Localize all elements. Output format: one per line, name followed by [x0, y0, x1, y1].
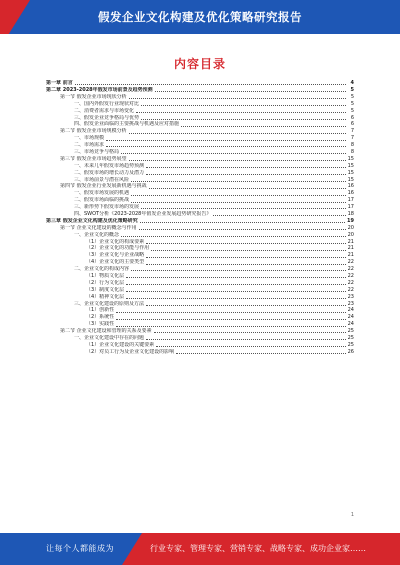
toc-entry-page: 21	[347, 252, 354, 259]
toc-dot-leader	[121, 235, 346, 237]
toc-entry[interactable]	[46, 80, 354, 87]
toc-dot-leader	[131, 180, 346, 182]
toc-entry-text: 二、市场需求	[74, 142, 105, 149]
toc-entry-page: 23	[347, 300, 354, 307]
toc-entry-page: 23	[347, 293, 354, 300]
toc-entry-text: 第一章 前言	[46, 80, 73, 87]
toc-dot-leader	[116, 311, 345, 313]
toc-entry-text: 一、未来几年假发市场趋势预测	[74, 162, 145, 169]
toc-entry-text: 一、企业文化建设中存在的问题	[74, 335, 145, 342]
toc-dot-leader	[155, 90, 346, 92]
toc-entry[interactable]	[46, 238, 354, 245]
toc-entry-text: （1）企业文化的构成要素	[86, 238, 145, 245]
toc-entry-text: 一、市场规模	[74, 135, 105, 142]
toc-entry[interactable]	[46, 245, 354, 252]
toc-entry[interactable]	[46, 108, 354, 115]
toc-entry-text: 三、市场前景与潜在风险	[74, 176, 130, 183]
toc-entry-text: （3）实践性	[86, 321, 115, 328]
toc-entry[interactable]	[46, 328, 354, 335]
toc-entry-page: 15	[347, 162, 354, 169]
toc-dot-leader	[146, 263, 345, 265]
toc-dot-leader	[116, 318, 345, 320]
toc-entry-page: 22	[347, 286, 354, 293]
toc-entry-page: 15	[347, 155, 354, 162]
toc-entry-text: 四、SWOT分析《2023-2028年假发企业发展趋势研究报告》	[74, 211, 212, 218]
toc-entry-text: 三、企业文化建设的原则及方法	[74, 300, 145, 307]
toc-entry-text: 第一节 企业文化建设的概念与作用	[60, 224, 137, 231]
toc-entry-text: 二、假发市场的增长动力及潜力	[74, 169, 145, 176]
toc-entry[interactable]	[46, 128, 354, 135]
toc-dot-leader	[129, 132, 346, 134]
toc-entry-page: 16	[347, 190, 354, 197]
toc-dot-leader	[126, 283, 345, 285]
toc-entry-page: 24	[347, 307, 354, 314]
toc-entry[interactable]	[46, 114, 354, 121]
page-number: 1	[350, 512, 354, 518]
toc-dot-leader	[136, 111, 346, 113]
toc-entry[interactable]	[46, 294, 354, 301]
toc-entry-page: 8	[350, 149, 354, 155]
report-header	[0, 0, 400, 34]
toc-entry[interactable]	[46, 135, 354, 142]
toc-entry[interactable]	[46, 252, 354, 259]
toc-entry-page: 4	[350, 80, 354, 87]
toc-entry-page: 5	[350, 86, 354, 93]
toc-entry-text: 三、市场竞争与格局	[74, 149, 120, 155]
toc-entry-text: 第一节 假发企业市场现状分析	[60, 93, 127, 100]
toc-entry-page: 22	[347, 279, 354, 286]
toc-entry[interactable]	[46, 101, 354, 108]
toc-dot-leader	[140, 221, 345, 223]
toc-entry-text: （4）企业文化的主要类型	[86, 259, 145, 266]
toc-entry[interactable]	[46, 232, 354, 239]
toc-dot-leader	[146, 173, 346, 175]
toc-dot-leader	[141, 104, 346, 106]
toc-entry-text: 三、新形势下假发市场的发展	[74, 204, 140, 211]
toc-entry-page: 20	[347, 224, 354, 231]
toc-entry-page: 21	[347, 245, 354, 252]
toc-entry-page: 24	[347, 321, 354, 328]
toc-entry-page: 22	[347, 259, 354, 266]
toc-entry-page: 24	[347, 314, 354, 321]
toc-entry-text: 一、国内外假发行业现状对比	[74, 100, 140, 107]
toc-entry[interactable]	[46, 156, 354, 163]
toc-dot-leader	[141, 207, 346, 209]
toc-dot-leader	[126, 276, 345, 278]
toc-entry-text: （1）企业文化建设的关键要素	[86, 341, 155, 348]
toc-entry[interactable]	[46, 170, 354, 177]
toc-entry-page: 25	[347, 335, 354, 342]
toc-entry[interactable]	[46, 301, 354, 308]
toc-entry-page: 6	[350, 114, 354, 121]
toc-entry[interactable]	[46, 211, 354, 218]
toc-entry[interactable]	[46, 307, 354, 314]
toc-entry-text: （2）系统性	[86, 314, 115, 321]
toc-entry[interactable]	[46, 94, 354, 101]
toc-entry-page: 20	[347, 231, 354, 238]
toc-entry-page: 15	[347, 169, 354, 176]
toc-entry-page: 25	[347, 328, 354, 335]
toc-entry-text: 二、企业文化的构成内容	[74, 266, 130, 273]
toc-entry[interactable]	[46, 342, 354, 349]
toc-heading: 内容目录	[173, 57, 226, 71]
toc-entry[interactable]	[46, 204, 354, 211]
toc-dot-leader	[176, 352, 345, 354]
toc-entry[interactable]	[46, 335, 354, 342]
toc-entry[interactable]	[46, 273, 354, 280]
toc-entry-page: 8	[350, 142, 354, 149]
toc-entry-text: 一、假发市场发展的机遇	[74, 190, 130, 197]
footer-slogan-left: 让每个人都能成为	[46, 544, 114, 553]
toc-entry-page: 5	[350, 107, 354, 114]
toc-entry-page: 22	[347, 266, 354, 273]
toc-entry-page: 25	[347, 341, 354, 348]
toc-entry-text: 第三章 假发企业文化构建及优化策略研究	[46, 217, 138, 224]
toc-entry[interactable]	[46, 314, 354, 321]
toc-entry[interactable]	[46, 176, 354, 183]
toc-entry-page: 19	[347, 217, 354, 224]
toc-dot-leader	[181, 125, 346, 127]
toc-dot-leader	[146, 256, 345, 258]
toc-dot-leader	[116, 325, 345, 327]
toc-entry-page: 5	[350, 93, 354, 100]
toc-entry[interactable]	[46, 197, 354, 204]
toc-entry-page: 7	[350, 135, 354, 142]
toc-dot-leader	[139, 228, 346, 230]
toc-entry-text: 第二节 企业文化建设和管理的关系及要素	[60, 328, 152, 335]
toc-dot-leader	[213, 214, 345, 216]
toc-dot-leader	[141, 118, 346, 120]
toc-dot-leader	[146, 166, 346, 168]
toc-dot-leader	[106, 145, 346, 147]
toc-entry-text: 第四节 假发企业行业发展新机遇与挑战	[60, 183, 147, 190]
toc-dot-leader	[154, 331, 346, 333]
report-title: 假发企业文化构建及优化策略研究报告	[98, 10, 302, 24]
toc-dot-leader	[149, 187, 346, 189]
toc-entry-text: （3）制度文化层	[86, 286, 125, 293]
toc-dot-leader	[75, 83, 346, 85]
toc-entry-page: 18	[347, 211, 354, 218]
toc-entry-text: 三、假发企业竞争格局与优势	[74, 114, 140, 121]
toc-entry[interactable]	[46, 183, 354, 190]
toc-dot-leader	[151, 249, 345, 251]
toc-entry-text: 一、企业文化的概念	[74, 231, 120, 238]
footer-slogan-right: 行业专家、管理专家、营销专家、战略专家、成功企业家……	[150, 544, 366, 553]
toc-entry[interactable]	[46, 287, 354, 294]
toc-entry[interactable]	[46, 190, 354, 197]
toc-entry-text: 第二章 2023-2028年假发市场前景及趋势预测	[46, 86, 153, 93]
toc-entry-text: （1）创新性	[86, 307, 115, 314]
toc-entry-text: （1）物质文化层	[86, 273, 125, 280]
toc-entry-page: 17	[347, 197, 354, 204]
toc-dot-leader	[106, 139, 346, 141]
toc-entry-page: 17	[347, 204, 354, 211]
toc-entry-text: （2）对员工行为及企业文化建设的影响	[86, 348, 175, 355]
toc-entry-page: 21	[347, 238, 354, 245]
toc-entry[interactable]	[46, 266, 354, 273]
table-of-contents	[46, 80, 354, 356]
toc-entry[interactable]	[46, 259, 354, 266]
toc-entry[interactable]	[46, 321, 354, 328]
toc-entry-page: 15	[347, 176, 354, 183]
toc-entry-page: 22	[347, 273, 354, 280]
toc-entry-text: （2）行为文化层	[86, 279, 125, 286]
toc-entry[interactable]	[46, 163, 354, 170]
toc-entry-text: （3）企业文化与企业战略	[86, 252, 145, 259]
toc-entry-text: 二、假发市场面临的挑战	[74, 197, 130, 204]
toc-entry[interactable]	[46, 218, 354, 225]
toc-entry-text: （4）精神文化层	[86, 293, 125, 300]
toc-entry-page: 6	[350, 121, 354, 128]
toc-dot-leader	[146, 242, 345, 244]
toc-entry-page: 26	[347, 348, 354, 355]
toc-dot-leader	[131, 269, 346, 271]
toc-entry[interactable]	[46, 280, 354, 287]
report-footer	[0, 533, 400, 565]
toc-entry-text: 第三节 假发企业市场趋势展望	[60, 155, 127, 162]
toc-dot-leader	[156, 345, 345, 347]
toc-dot-leader	[121, 152, 346, 154]
toc-dot-leader	[129, 159, 346, 161]
toc-entry[interactable]	[46, 87, 354, 94]
toc-entry-text: 二、消费者需求与市场变化	[74, 107, 135, 114]
toc-entry-text: 第二节 假发企业市场规模分析	[60, 128, 127, 135]
toc-dot-leader	[131, 201, 346, 203]
toc-dot-leader	[126, 290, 345, 292]
toc-entry[interactable]	[46, 142, 354, 149]
toc-dot-leader	[126, 297, 345, 299]
toc-dot-leader	[129, 97, 346, 99]
toc-entry-page: 5	[350, 100, 354, 107]
toc-dot-leader	[146, 304, 346, 306]
toc-entry[interactable]	[46, 149, 354, 156]
toc-entry-page: 7	[350, 128, 354, 135]
toc-entry[interactable]	[46, 121, 354, 128]
toc-entry[interactable]	[46, 225, 354, 232]
toc-dot-leader	[146, 338, 346, 340]
toc-dot-leader	[131, 194, 346, 196]
toc-entry-page: 16	[347, 183, 354, 190]
toc-entry-text: （2）企业文化的功能与作用	[86, 245, 150, 252]
toc-entry[interactable]	[46, 349, 354, 356]
toc-entry-text: 四、假发企业面临的主要挑战与机遇及应对措施	[74, 121, 180, 128]
